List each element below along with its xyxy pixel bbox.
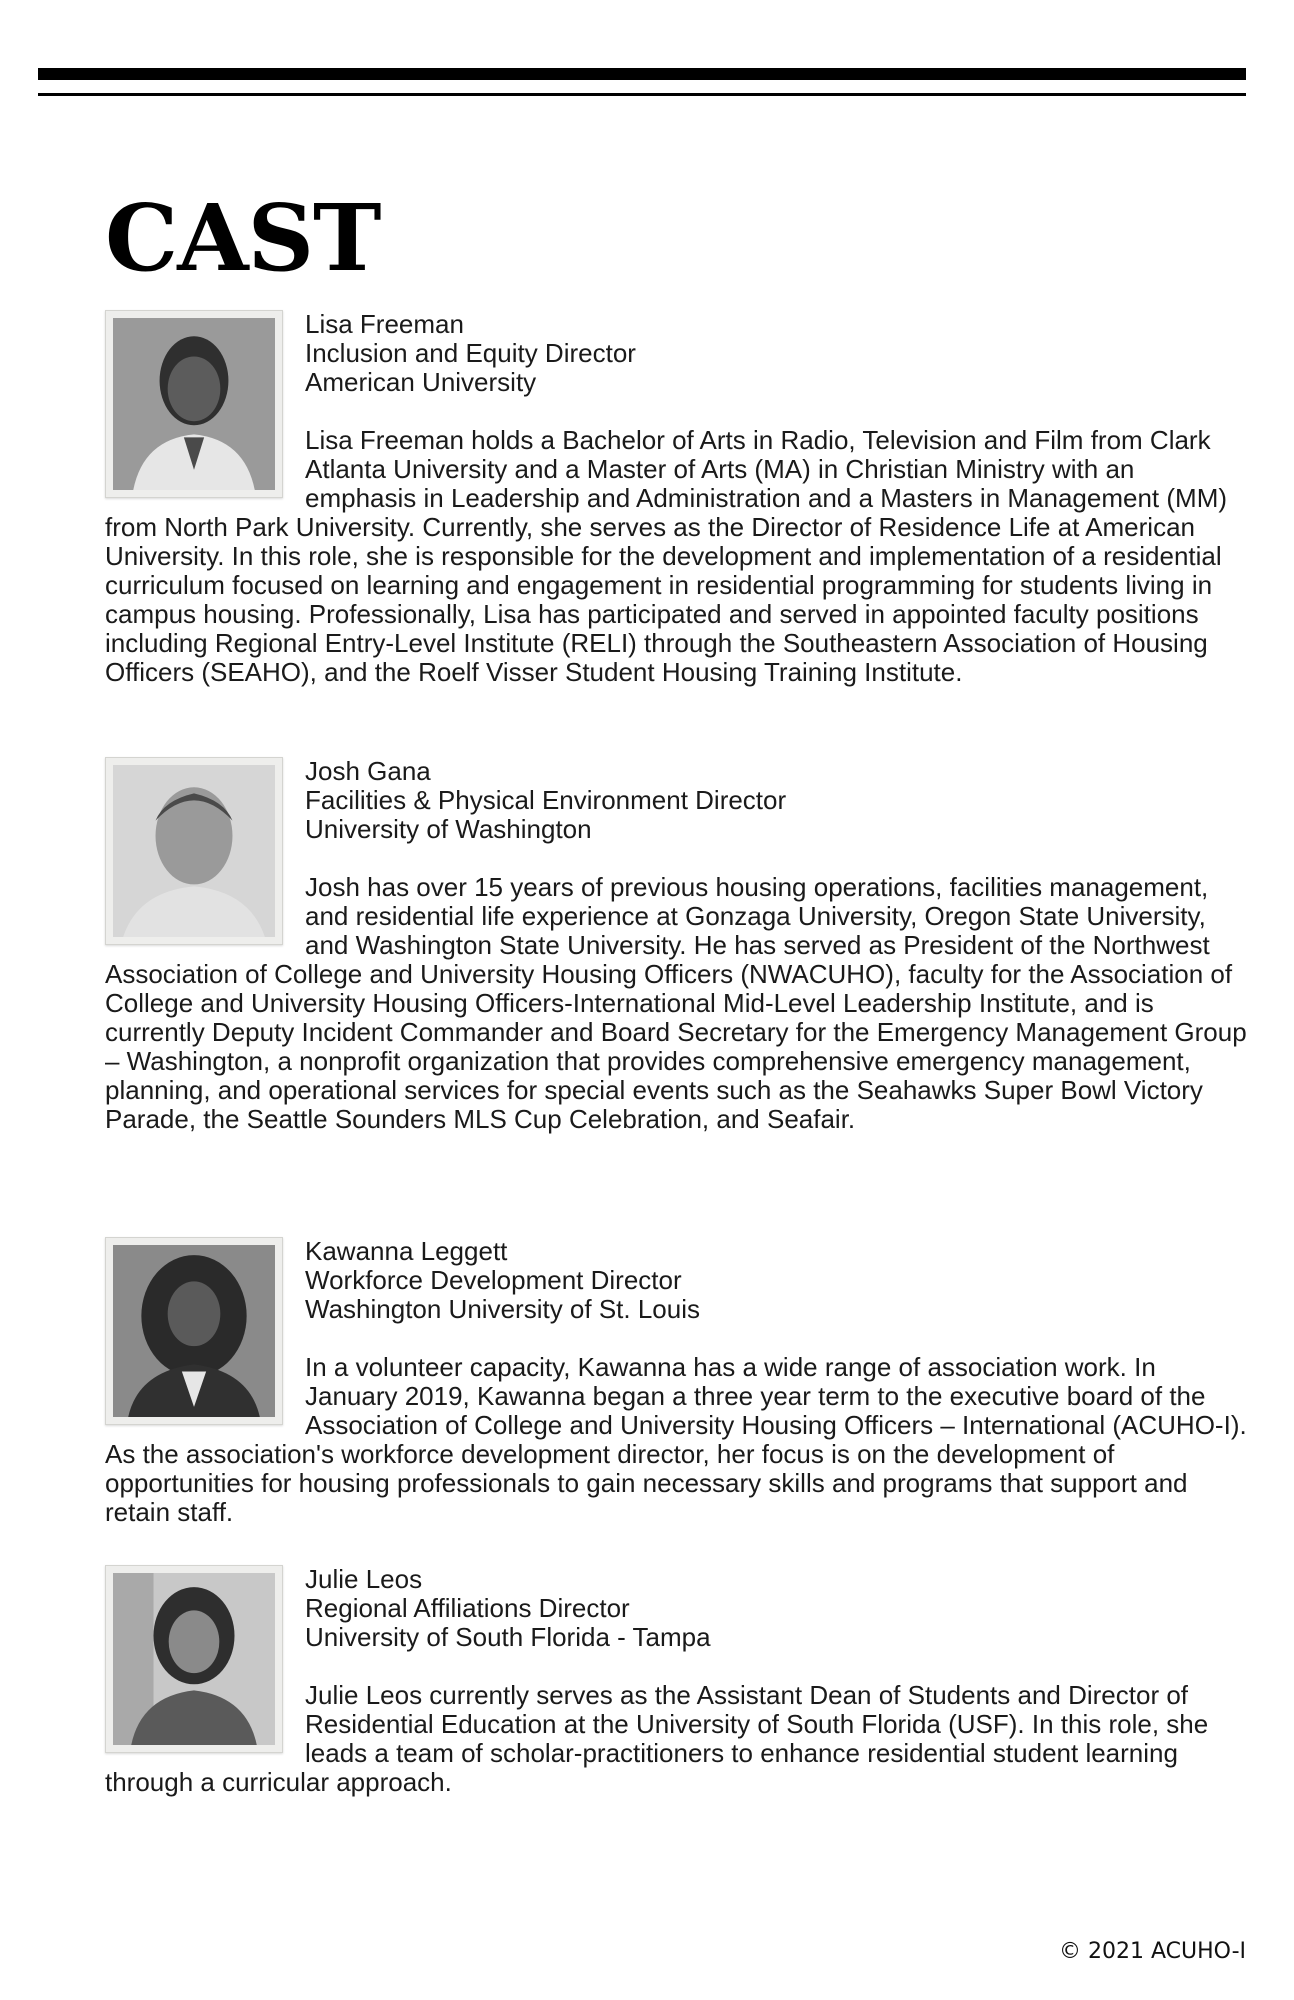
portrait-kawanna-leggett-image (113, 1245, 275, 1417)
profile-bio: Julie Leos currently serves as the Assistant Dean of Students and Director of Residential Education at the University of South Florida (USF). In this role, she leads a team of scholar-practitioners to enhance residential student learning through a curricular approach. (105, 1680, 1209, 1797)
profile-bio: In a volunteer capacity, Kawanna has a wide range of association work. In January 2019, Kawanna began a three year term to the executive board of the Association of College and University Housing Officers – International (ACUHO-I). As the association's workforce development director, her focus is on the development of opportunities for housing professionals to gain necessary skills and programs that support and retain staff. (105, 1352, 1247, 1527)
top-rule-thick (38, 68, 1246, 80)
profile-josh-gana (105, 757, 1250, 1134)
copyright-notice: © 2021 ACUHO-I (1059, 1939, 1246, 1964)
profile-role: Regional Affiliations Director (305, 1593, 630, 1623)
profile-name: Josh Gana (305, 756, 431, 786)
profile-name: Julie Leos (305, 1564, 423, 1594)
profile-organization: Washington University of St. Louis (305, 1294, 700, 1324)
portrait-julie-leos-image (113, 1573, 275, 1745)
portrait-photo (105, 1565, 283, 1753)
page-title: CAST (105, 184, 381, 292)
profile-organization: American University (305, 367, 537, 397)
profile-kawanna-leggett (105, 1237, 1250, 1527)
profile-role: Inclusion and Equity Director (305, 338, 636, 368)
portrait-josh-gana-image (113, 765, 275, 937)
portrait-lisa-freeman-image (113, 318, 275, 490)
profile-name: Lisa Freeman (305, 309, 464, 339)
top-rule-thin (38, 93, 1246, 96)
profile-organization: University of Washington (305, 814, 592, 844)
portrait-photo (105, 310, 283, 498)
portrait-photo (105, 1237, 283, 1425)
portrait-photo (105, 757, 283, 945)
profile-bio: Lisa Freeman holds a Bachelor of Arts in Radio, Television and Film from Clark Atlanta University and a Master of Arts (MA) in Christian Ministry with an emphasis in Leadership and Administration and a Masters in Management (MM) from North Park University. Currently, she serves as the Director of Residence Life at American University. In this role, she is responsible for the development and implementation of a residential curriculum focused on learning and engagement in residential programming for students living in campus housing. Professionally, Lisa has participated and served in appointed faculty positions including Regional Entry-Level Institute (RELI) through the Southeastern Association of Housing Officers (SEAHO), and the Roelf Visser Student Housing Training Institute. (105, 425, 1228, 687)
profile-lisa-freeman (105, 310, 1250, 687)
profile-role: Facilities & Physical Environment Director (305, 785, 787, 815)
profile-role: Workforce Development Director (305, 1265, 682, 1295)
profile-julie-leos (105, 1565, 1250, 1797)
profile-bio: Josh has over 15 years of previous housing operations, facilities management, and residential life experience at Gonzaga University, Oregon State University, and Washington State University. He has served as President of the Northwest Association of College and University Housing Officers (NWACUHO), faculty for the Association of College and University Housing Officers-International Mid-Level Leadership Institute, and is currently Deputy Incident Commander and Board Secretary for the Emergency Management Group – Washington, a nonprofit organization that provides comprehensive emergency management, planning, and operational services for special events such as the Seahawks Super Bowl Victory Parade, the Seattle Sounders MLS Cup Celebration, and Seafair. (105, 872, 1247, 1134)
profile-organization: University of South Florida - Tampa (305, 1622, 711, 1652)
profile-name: Kawanna Leggett (305, 1236, 508, 1266)
